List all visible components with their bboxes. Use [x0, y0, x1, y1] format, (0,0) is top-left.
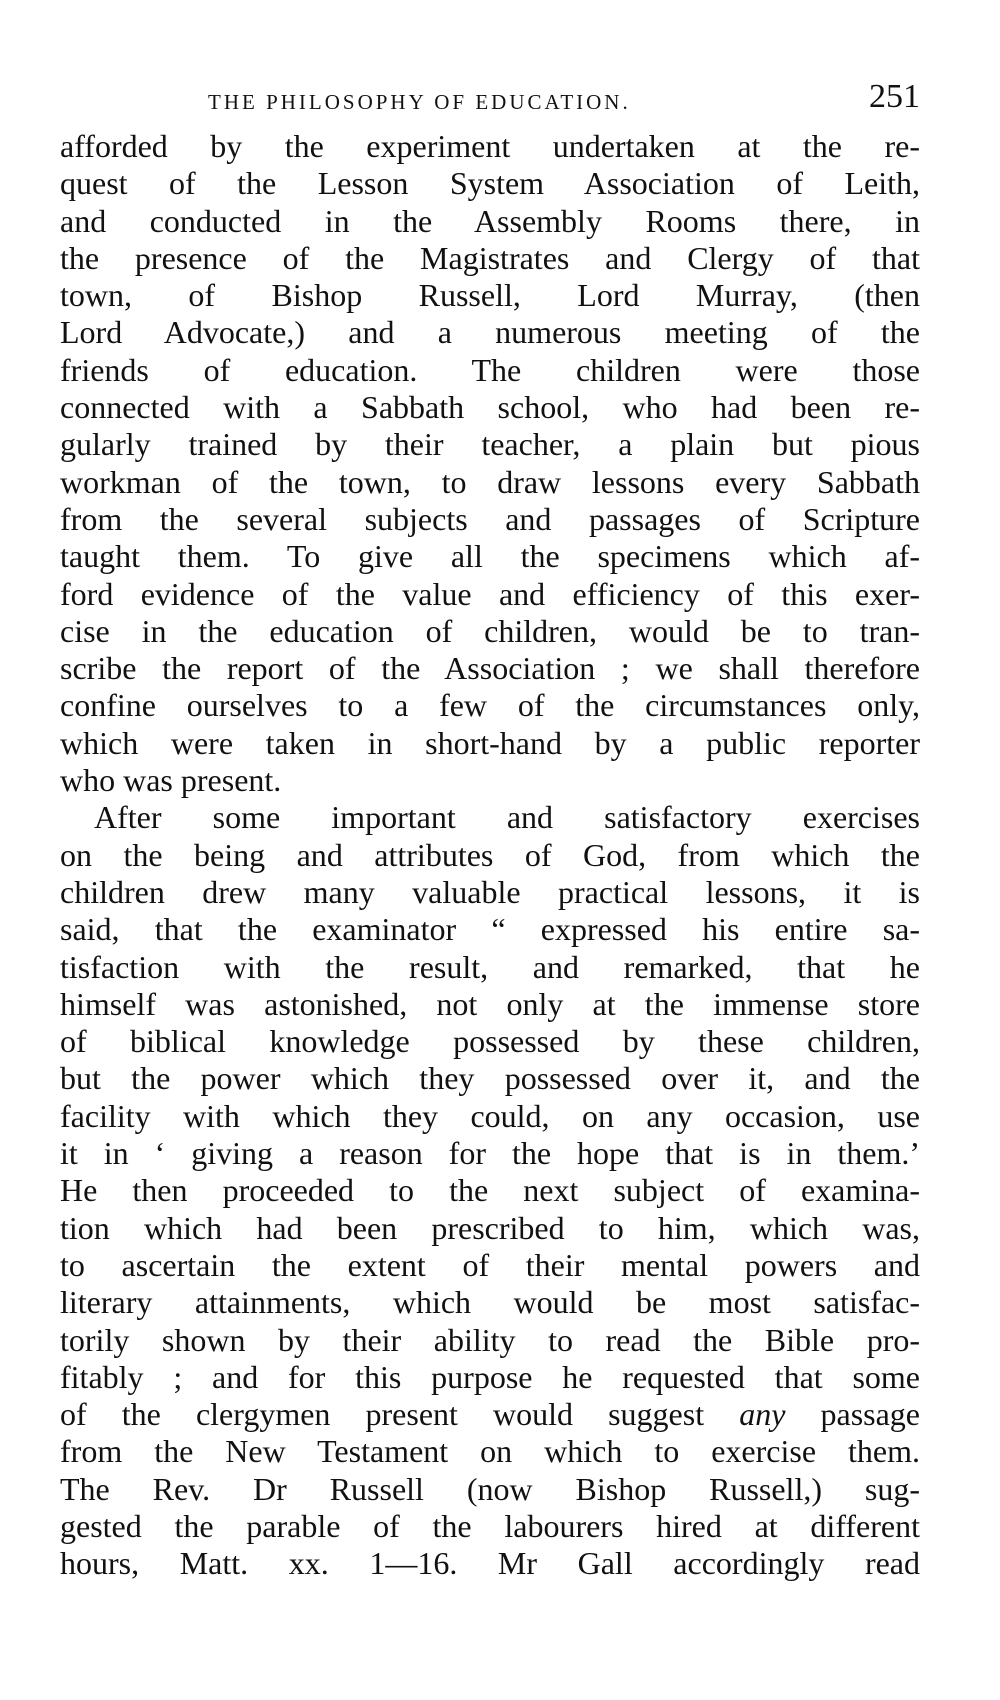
text-line: himself was astonished, not only at the immense store: [60, 985, 920, 1022]
text-line: said, that the examinator “ expressed his entire sa-: [60, 911, 920, 948]
text-line: hours, Matt. xx. 1—16. Mr Gall accordingly read: [60, 1545, 920, 1582]
text-line: the presence of the Magistrates and Clergy of that: [60, 239, 920, 276]
text-line: from the several subjects and passages of Scripture: [60, 500, 920, 537]
text-line: gested the parable of the labourers hired at different: [60, 1507, 920, 1544]
text-line: friends of education. The children were those: [60, 351, 920, 388]
text-line: and conducted in the Assembly Rooms there, in: [60, 202, 920, 239]
text-line: facility with which they could, on any occasion, use: [60, 1097, 920, 1134]
running-title: THE PHILOSOPHY OF EDUCATION.: [208, 90, 631, 114]
text-line: children drew many valuable practical lessons, it is: [60, 873, 920, 910]
text-line: but the power which they possessed over it, and the: [60, 1060, 920, 1097]
text-line: which were taken in short-hand by a public reporter: [60, 724, 920, 761]
text-line: town, of Bishop Russell, Lord Murray, (then: [60, 277, 920, 314]
text-line: tisfaction with the result, and remarked, that he: [60, 948, 920, 985]
text-line: After some important and satisfactory exercises: [94, 799, 920, 836]
text-line: cise in the education of children, would be to tran-: [60, 612, 920, 649]
text-line: The Rev. Dr Russell (now Bishop Russell,) sug-: [60, 1470, 920, 1507]
text-line: it in ‘ giving a reason for the hope that is in them.’: [60, 1135, 920, 1172]
text-line: fitably ; and for this purpose he requested that some: [60, 1358, 920, 1395]
text-line: who was present.: [60, 762, 282, 799]
text-line-with-emphasis: [60, 1396, 920, 1433]
text-line: ford evidence of the value and efficiency of this exer-: [60, 575, 920, 612]
text-line: connected with a Sabbath school, who had been re-: [60, 389, 920, 426]
body-text: [60, 128, 920, 1583]
text-line: torily shown by their ability to read the Bible pro-: [60, 1321, 920, 1358]
text-line: from the New Testament on which to exercise them.: [60, 1433, 920, 1470]
text-line: scribe the report of the Association ; we shall therefore: [60, 650, 920, 687]
text-line: He then proceeded to the next subject of examina-: [60, 1172, 920, 1209]
line-segment: passage: [785, 1396, 920, 1433]
text-line: on the being and attributes of God, from which the: [60, 836, 920, 873]
page-header: [60, 78, 920, 128]
paragraph-2: [60, 799, 920, 1582]
text-line: to ascertain the extent of their mental powers and: [60, 1246, 920, 1283]
text-line: tion which had been prescribed to him, which was,: [60, 1209, 920, 1246]
text-line: of biblical knowledge possessed by these children,: [60, 1023, 920, 1060]
text-line: confine ourselves to a few of the circumstances only,: [60, 687, 920, 724]
text-line: workman of the town, to draw lessons every Sabbath: [60, 463, 920, 500]
text-line: Lord Advocate,) and a numerous meeting of the: [60, 314, 920, 351]
text-line: gularly trained by their teacher, a plain but pious: [60, 426, 920, 463]
line-segment: of the clergymen present would suggest: [60, 1396, 740, 1433]
paragraph-1: [60, 128, 920, 799]
text-line: afforded by the experiment undertaken at the re-: [60, 128, 920, 164]
text-line: literary attainments, which would be most satisfac-: [60, 1284, 920, 1321]
page-number: 251: [869, 78, 920, 115]
emphasized-word: any: [739, 1396, 786, 1433]
text-line: quest of the Lesson System Association of Leith,: [60, 165, 920, 202]
text-line: taught them. To give all the specimens which af-: [60, 538, 920, 575]
